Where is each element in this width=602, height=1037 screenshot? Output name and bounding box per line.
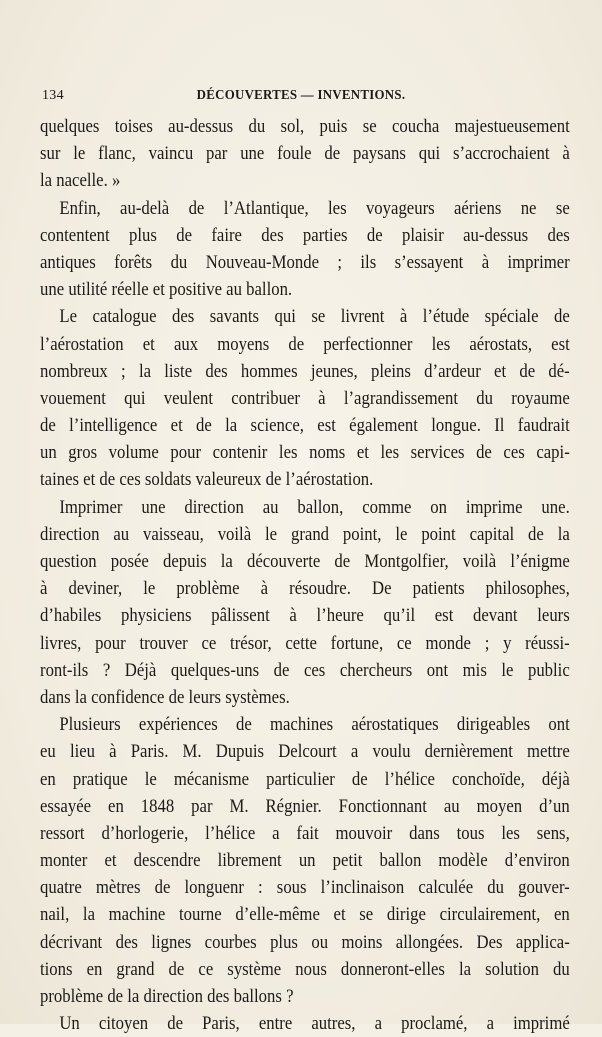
paragraph: [40, 711, 570, 1010]
text-line: un gros volume pour contenir les noms et les services de ces capi-: [40, 442, 570, 464]
paragraph: [40, 195, 570, 304]
paragraph: [40, 303, 570, 493]
text-line: décrivant des lignes courbes plus ou moins allongées. Des applica-: [40, 931, 570, 953]
text-line: dans la confidence de leurs systèmes.: [40, 686, 290, 708]
text-line: tions en grand de ce système nous donneront-elles la solution du: [40, 958, 570, 980]
text-line: antiques forêts du Nouveau-Monde ; ils s’essayent à imprimer: [40, 251, 570, 273]
text-line: Un citoyen de Paris, entre autres, a proclamé, a imprimé: [59, 1013, 570, 1035]
text-line: de l’intelligence et de la science, est également longue. Il faudrait: [40, 415, 570, 437]
text-line: Enfin, au-delà de l’Atlantique, les voyageurs aériens ne se: [59, 197, 570, 219]
text-line: l’aérostation et aux moyens de perfectionner les aérostats, est: [40, 333, 570, 355]
text-line: vouement qui veulent contribuer à l’agrandissement du royaume: [40, 387, 570, 409]
text-line: en pratique le mécanisme particulier de l’hélice conchoïde, déjà: [40, 768, 570, 790]
paragraph: [40, 494, 570, 712]
text-line: nombreux ; la liste des hommes jeunes, pleins d’ardeur et de dé-: [40, 360, 570, 382]
text-line: nail, la machine tourne d’elle-même et se dirige circulairement, en: [40, 904, 570, 926]
text-line: à deviner, le problème à résoudre. De patients philosophes,: [40, 578, 570, 600]
running-head: DÉCOUVERTES — INVENTIONS.: [196, 88, 406, 103]
text-line: ront-ils ? Déjà quelques-uns de ces chercheurs ont mis le public: [40, 659, 570, 681]
text-line: contentent plus de faire des parties de plaisir au-dessus des: [40, 224, 570, 246]
text-line: eu lieu à Paris. M. Dupuis Delcourt a voulu dernièrement mettre: [40, 741, 570, 763]
text-line: problème de la direction des ballons ?: [40, 986, 294, 1007]
text-line: Imprimer une direction au ballon, comme on imprime une.: [59, 496, 570, 518]
text-line: livres, pour trouver ce trésor, cette fortune, ce monde ; y réussi-: [40, 632, 570, 654]
text-line: ressort d’horlogerie, l’hélice a fait mouvoir dans tous les sens,: [40, 822, 570, 844]
text-line: quelques toises au-dessus du sol, puis se coucha majestueusement: [40, 116, 570, 137]
text-line: direction au vaisseau, voilà le grand point, le point capital de la: [40, 523, 570, 545]
text-line: Plusieurs expériences de machines aérostatiques dirigeables ont: [59, 714, 570, 736]
body-text: [40, 113, 570, 1037]
text-line: la nacelle. »: [40, 170, 121, 192]
text-line: essayée en 1848 par M. Régnier. Fonctionnant au moyen d’un: [40, 795, 570, 817]
text-line: quatre mètres de longuenr : sous l’inclinaison calculée du gouver-: [40, 877, 570, 899]
page-header: [42, 88, 560, 108]
paragraph: [40, 113, 570, 195]
text-line: question posée depuis la découverte de Montgolfier, voilà l’énigme: [40, 551, 570, 572]
text-line: monter et descendre librement un petit ballon modèle d’environ: [40, 850, 570, 872]
page-number: 134: [42, 88, 64, 103]
text-line: Le catalogue des savants qui se livrent à l’étude spéciale de: [59, 306, 570, 328]
text-line: taines et de ces soldats valeureux de l’aérostation.: [40, 469, 374, 491]
text-line: une utilité réelle et positive au ballon.: [40, 279, 293, 301]
text-line: d’habiles physiciens pâlissent à l’heure qu’il est devant leurs: [40, 605, 570, 627]
text-line: sur le flanc, vaincu par une foule de paysans qui s’accrochaient à: [40, 143, 570, 165]
